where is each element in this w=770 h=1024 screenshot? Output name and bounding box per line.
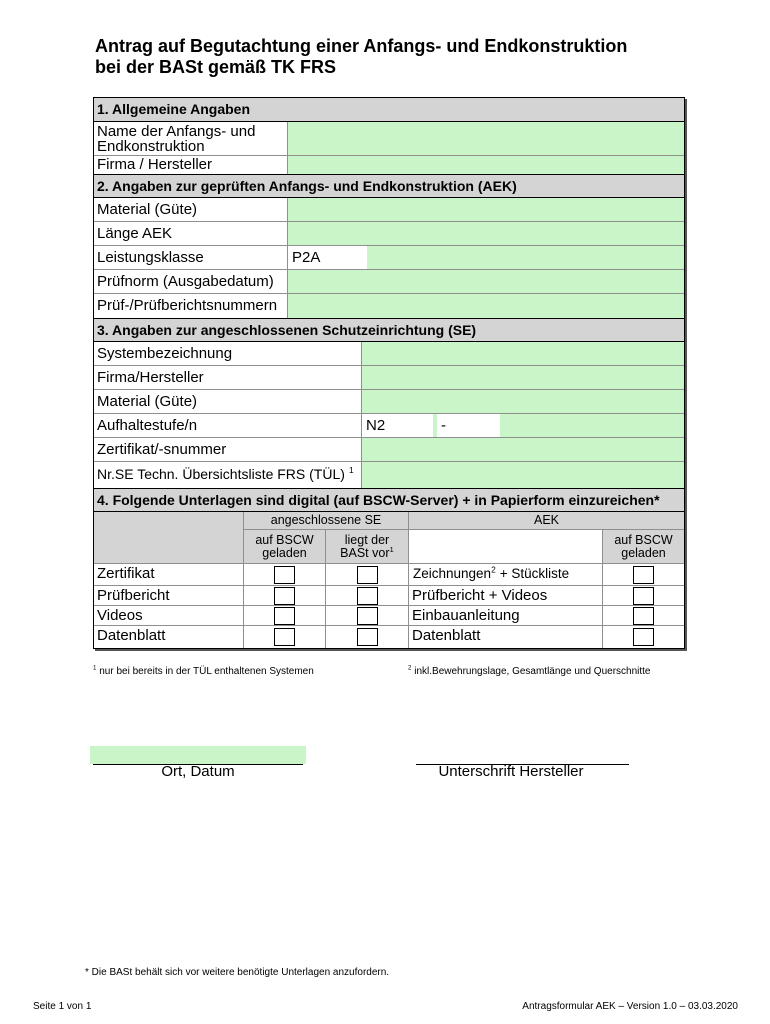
footnote-1-mark: 1 bbox=[93, 664, 97, 672]
label-name-construction: Name der Anfangs- und Endkonstruktion bbox=[94, 122, 288, 155]
checkbox-cell bbox=[603, 626, 684, 648]
containment-level-field-2[interactable] bbox=[437, 414, 500, 437]
checkbox-cell bbox=[244, 586, 326, 606]
section-4-header: 4. Folgende Unterlagen sind digital (auf BSCW-Server) + in Papierform einzureichen* bbox=[94, 488, 684, 512]
footnote-ref-2: 2 bbox=[491, 564, 496, 575]
se-bast-column-header bbox=[326, 530, 409, 564]
checkbox-cell bbox=[244, 564, 326, 586]
field-wrapper bbox=[288, 156, 684, 174]
row-material bbox=[94, 198, 684, 222]
field-wrapper bbox=[288, 122, 684, 155]
checkbox-cell bbox=[326, 586, 409, 606]
checkbox-cell bbox=[603, 564, 684, 586]
label-report-numbers: Prüf-/Prüfberichtsnummern bbox=[94, 294, 288, 318]
row-report-numbers bbox=[94, 294, 684, 318]
field-wrapper bbox=[362, 366, 684, 389]
test-standard-field[interactable] bbox=[288, 270, 684, 293]
aek-bscw-header-line-1: auf BSCW bbox=[614, 533, 673, 547]
footnote-2 bbox=[408, 666, 650, 677]
checkbox-cell bbox=[603, 606, 684, 626]
name-construction-field[interactable] bbox=[288, 122, 684, 155]
checkbox-se-bscw-videos[interactable] bbox=[274, 607, 295, 625]
field-wrapper bbox=[362, 462, 684, 488]
label-performance-class: Leistungsklasse bbox=[94, 246, 288, 269]
row-name-construction bbox=[94, 122, 684, 156]
aek-material-field[interactable] bbox=[288, 198, 684, 221]
row-length bbox=[94, 222, 684, 246]
label-containment-level: Aufhaltestufe/n bbox=[94, 414, 362, 437]
company-field[interactable] bbox=[288, 156, 684, 174]
checkbox-se-bast-test-report[interactable] bbox=[357, 587, 378, 605]
row-test-standard bbox=[94, 270, 684, 294]
aek-doc-label-datasheet: Datenblatt bbox=[409, 626, 603, 648]
checkbox-aek-bscw-datasheet[interactable] bbox=[633, 628, 654, 646]
section-3-header: 3. Angaben zur angeschlossenen Schutzeinrichtung (SE) bbox=[94, 318, 684, 342]
tuel-label-text: Nr.SE Techn. Übersichtsliste FRS (TÜL) bbox=[97, 466, 345, 482]
label-se-company: Firma/Hersteller bbox=[94, 366, 362, 389]
row-containment-level bbox=[94, 414, 684, 438]
field-wrapper bbox=[288, 222, 684, 245]
row-system-name bbox=[94, 342, 684, 366]
row-company bbox=[94, 156, 684, 174]
footnote-1 bbox=[93, 666, 314, 677]
row-se-company bbox=[94, 366, 684, 390]
field-wrapper bbox=[362, 342, 684, 365]
field-wrapper bbox=[362, 414, 684, 437]
checkbox-cell bbox=[326, 606, 409, 626]
checkbox-cell bbox=[326, 626, 409, 648]
se-bast-header-text: BASt vor bbox=[340, 546, 390, 560]
label-certificate-number: Zertifikat/-snummer bbox=[94, 438, 362, 461]
application-form bbox=[93, 97, 685, 649]
row-performance-class bbox=[94, 246, 684, 270]
se-bscw-header-line-2: geladen bbox=[262, 546, 307, 560]
checkbox-aek-bscw-test-report-videos[interactable] bbox=[633, 587, 654, 605]
form-version: Antragsformular AEK – Version 1.0 – 03.03.2020 bbox=[522, 1001, 738, 1012]
aek-bscw-header-line-2: geladen bbox=[621, 546, 666, 560]
field-wrapper bbox=[288, 198, 684, 221]
field-wrapper bbox=[288, 270, 684, 293]
field-wrapper bbox=[288, 246, 684, 269]
se-bast-header-line-2 bbox=[326, 544, 408, 560]
label-system-name: Systembezeichnung bbox=[94, 342, 362, 365]
checkbox-cell bbox=[603, 586, 684, 606]
containment-level-field[interactable] bbox=[362, 414, 433, 437]
se-company-field[interactable] bbox=[362, 366, 684, 389]
aek-doc-label-test-report-videos: Prüfbericht + Videos bbox=[409, 586, 603, 606]
checkbox-aek-bscw-installation[interactable] bbox=[633, 607, 654, 625]
checkbox-cell bbox=[244, 626, 326, 648]
performance-class-field[interactable] bbox=[288, 246, 367, 269]
se-bast-header-line-1: liegt der bbox=[344, 533, 390, 547]
checkbox-cell bbox=[326, 564, 409, 586]
tuel-number-field[interactable] bbox=[362, 462, 684, 488]
label-test-standard: Prüfnorm (Ausgabedatum) bbox=[94, 270, 288, 293]
row-tuel-number bbox=[94, 462, 684, 488]
se-doc-label-datasheet: Datenblatt bbox=[94, 626, 244, 648]
aek-group-header: AEK bbox=[409, 512, 684, 530]
field-wrapper bbox=[362, 390, 684, 413]
label-se-material: Material (Güte) bbox=[94, 390, 362, 413]
additional-documents-note: * Die BASt behält sich vor weitere benötigte Unterlagen anzufordern. bbox=[85, 967, 390, 978]
label-tuel-number bbox=[94, 462, 362, 488]
footnote-ref-1: 1 bbox=[389, 544, 394, 554]
se-bscw-header-line-1: auf BSCW bbox=[255, 533, 314, 547]
footnote-1-text: nur bei bereits in der TÜL enthaltenen Systemen bbox=[99, 666, 314, 677]
footnote-2-mark: 2 bbox=[408, 664, 412, 672]
field-wrapper bbox=[288, 294, 684, 318]
row-certificate-number bbox=[94, 438, 684, 462]
aek-drawings-text-rest: + Stückliste bbox=[499, 566, 570, 581]
se-doc-label-test-report: Prüfbericht bbox=[94, 586, 244, 606]
certificate-number-field[interactable] bbox=[362, 438, 684, 461]
checkbox-se-bast-certificate[interactable] bbox=[357, 566, 378, 584]
se-doc-label-certificate: Zertifikat bbox=[94, 564, 244, 586]
label-length: Länge AEK bbox=[94, 222, 288, 245]
checkbox-se-bscw-test-report[interactable] bbox=[274, 587, 295, 605]
label-company: Firma / Hersteller bbox=[94, 156, 288, 174]
aek-label-column-header bbox=[409, 530, 603, 564]
checkbox-se-bscw-datasheet[interactable] bbox=[274, 628, 295, 646]
checkbox-se-bscw-certificate[interactable] bbox=[274, 566, 295, 584]
section-1-header: 1. Allgemeine Angaben bbox=[94, 98, 684, 122]
section-2-header: 2. Angaben zur geprüften Anfangs- und Endkonstruktion (AEK) bbox=[94, 174, 684, 198]
row-se-material bbox=[94, 390, 684, 414]
aek-drawings-text: Zeichnungen bbox=[413, 566, 492, 581]
page-number: Seite 1 von 1 bbox=[33, 1001, 92, 1012]
se-bscw-column-header bbox=[244, 530, 326, 564]
signature-label: Unterschrift Hersteller bbox=[438, 763, 584, 780]
checkbox-aek-bscw-drawings[interactable] bbox=[633, 566, 654, 584]
title-line-1: Antrag auf Begutachtung einer Anfangs- und Endkonstruktion bbox=[95, 36, 628, 56]
report-numbers-field[interactable] bbox=[288, 294, 684, 318]
system-name-field[interactable] bbox=[362, 342, 684, 365]
aek-length-field[interactable] bbox=[288, 222, 684, 245]
field-wrapper bbox=[362, 438, 684, 461]
place-date-field[interactable] bbox=[90, 746, 306, 764]
se-group-header: angeschlossene SE bbox=[244, 512, 409, 530]
aek-doc-label-installation: Einbauanleitung bbox=[409, 606, 603, 626]
footnote-2-text: inkl.Bewehrungslage, Gesamtlänge und Querschnitte bbox=[414, 666, 651, 677]
label-material: Material (Güte) bbox=[94, 198, 288, 221]
footnote-ref-1: 1 bbox=[348, 465, 354, 476]
aek-doc-label-drawings bbox=[409, 564, 603, 586]
checkbox-se-bast-datasheet[interactable] bbox=[357, 628, 378, 646]
document-title bbox=[95, 36, 627, 78]
title-line-2: bei der BASt gemäß TK FRS bbox=[95, 57, 337, 77]
aek-bscw-column-header bbox=[603, 530, 684, 564]
place-date-label: Ort, Datum bbox=[161, 763, 235, 780]
se-doc-label-videos: Videos bbox=[94, 606, 244, 626]
checkbox-cell bbox=[244, 606, 326, 626]
documents-corner-cell bbox=[94, 512, 244, 564]
se-material-field[interactable] bbox=[362, 390, 684, 413]
documents-table bbox=[94, 512, 684, 648]
checkbox-se-bast-videos[interactable] bbox=[357, 607, 378, 625]
